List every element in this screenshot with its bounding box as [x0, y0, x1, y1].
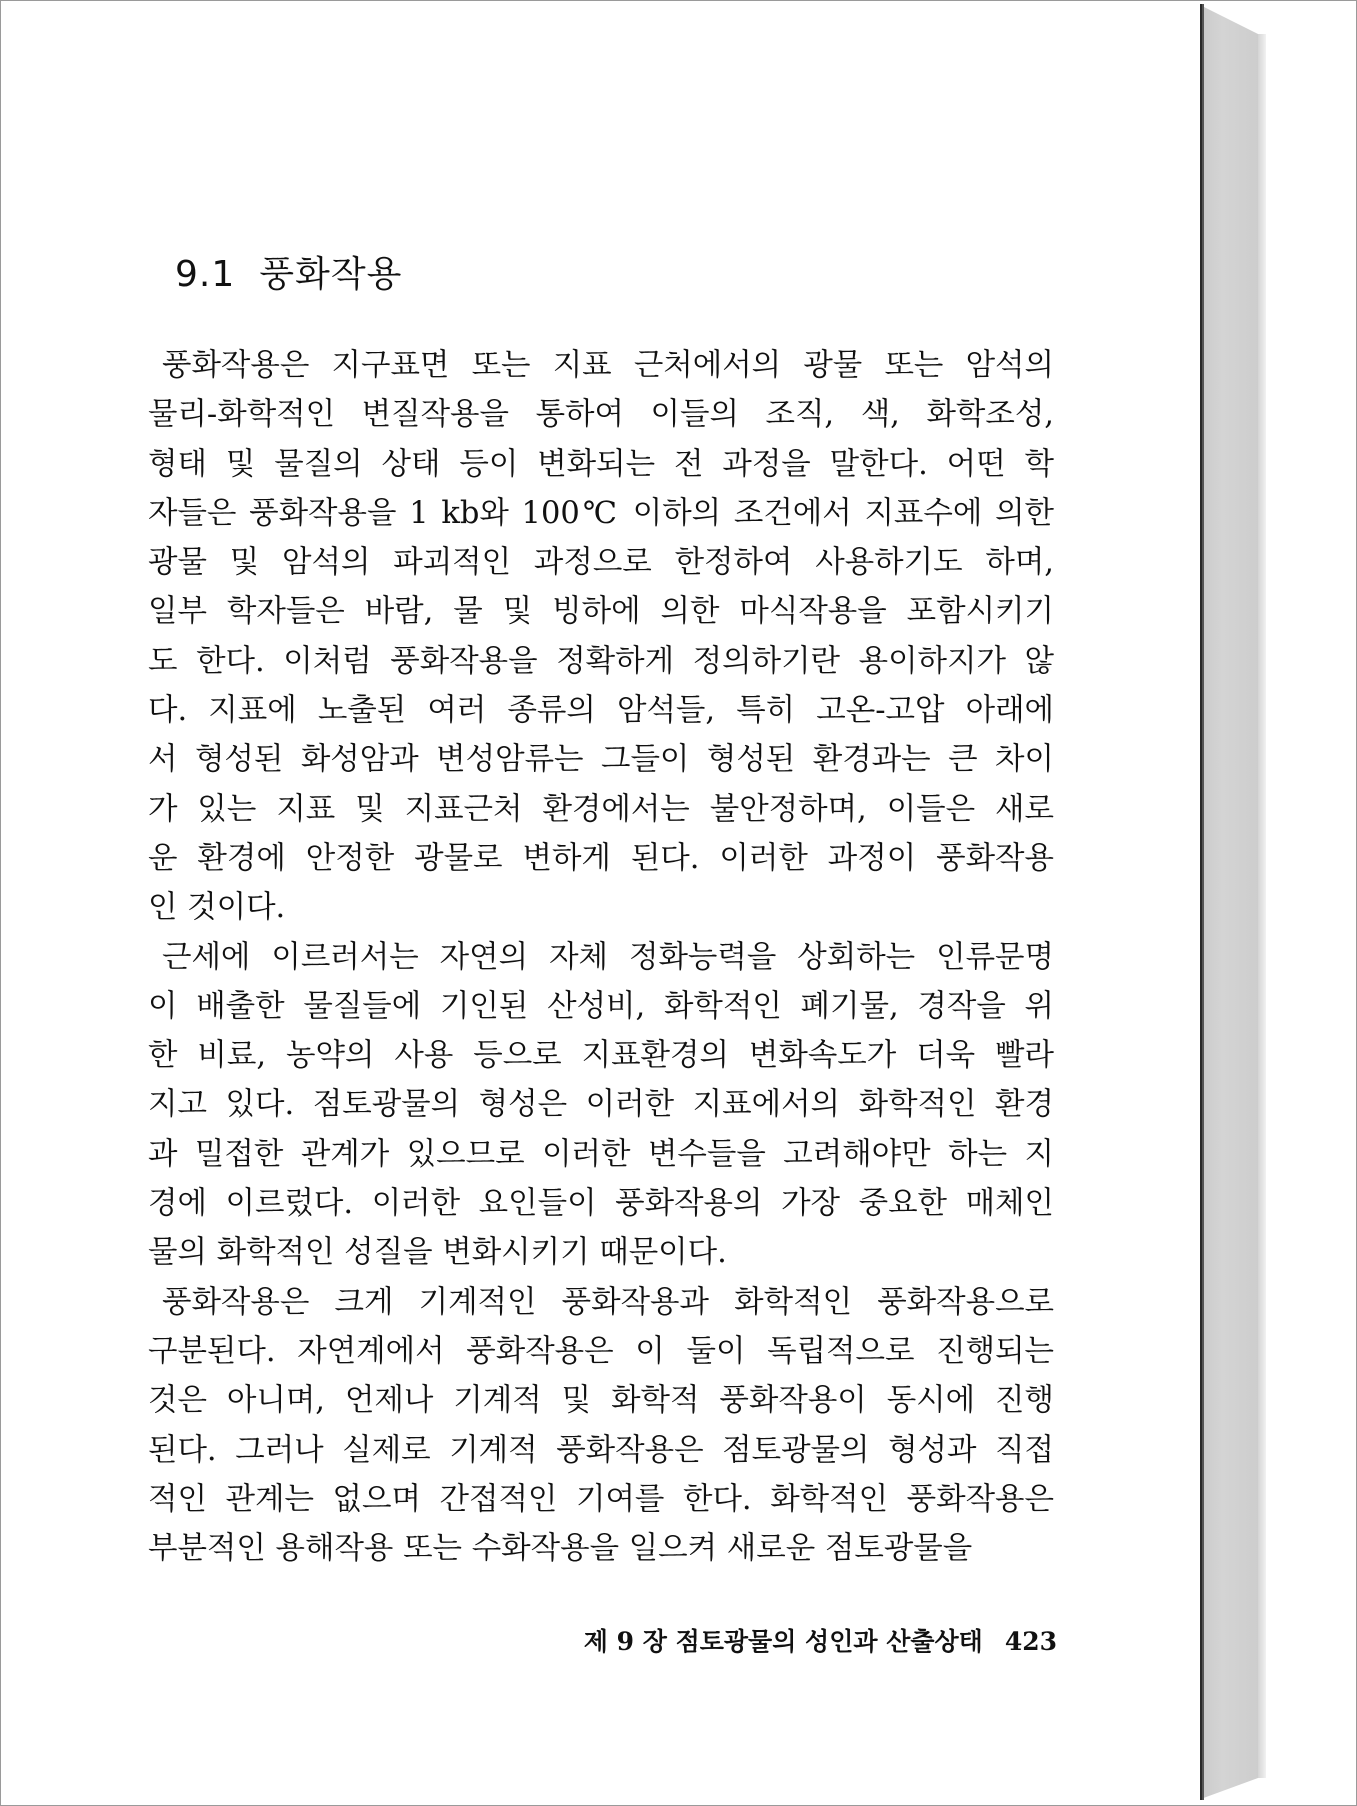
text-line: 부분적인 용해작용 또는 수화작용을 일으켜 새로운 점토광물을 [148, 1531, 973, 1567]
text-line: 구분된다. 자연계에서 풍화작용은 이 둘이 독립적으로 진행되는 [148, 1333, 1054, 1369]
text-line: 근세에 이르러서는 자연의 자체 정화능력을 상회하는 인류문명 [162, 939, 1054, 975]
body-text [148, 341, 1054, 1573]
text-line: 풍화작용은 지구표면 또는 지표 근처에서의 광물 또는 암석의 [162, 348, 1054, 383]
text-line: 일부 학자들은 바람, 물 및 빙하에 의한 마식작용을 포함시키기 [148, 594, 1054, 630]
text-line: 인 것이다. [148, 890, 286, 926]
text-line: 운 환경에 안정한 광물로 변하게 된다. 이러한 과정이 풍화작용 [148, 840, 1054, 876]
text-line: 물의 화학적인 성질을 변화시키기 때문이다. [148, 1235, 727, 1271]
text-line: 물리-화학적인 변질작용을 통하여 이들의 조직, 색, 화학조성, [148, 397, 1054, 433]
text-line: 풍화작용은 크게 기계적인 풍화작용과 화학적인 풍화작용으로 [162, 1284, 1054, 1320]
text-line: 다. 지표에 노출된 여러 종류의 암석들, 특히 고온-고압 아래에 [148, 693, 1054, 729]
page-number: 423 [1004, 1627, 1057, 1656]
chapter-title: 제 9 장 점토광물의 성인과 산출상태 [583, 1627, 983, 1656]
text-line: 도 한다. 이처럼 풍화작용을 정확하게 정의하기란 용이하지가 않 [148, 643, 1054, 679]
text-line: 된다. 그러나 실제로 기계적 풍화작용은 점토광물의 형성과 직접 [148, 1432, 1054, 1468]
book-spine [1198, 4, 1258, 1800]
text-line: 경에 이르렀다. 이러한 요인들이 풍화작용의 가장 중요한 매체인 [148, 1186, 1054, 1222]
text-line: 한 비료, 농약의 사용 등으로 지표환경의 변화속도가 더욱 빨라 [148, 1038, 1054, 1074]
text-line: 적인 관계는 없으며 간접적인 기여를 한다. 화학적인 풍화작용은 [148, 1481, 1054, 1517]
text-line: 자들은 풍화작용을 1 kb와 100℃ 이하의 조건에서 지표수에 의한 [148, 495, 1054, 531]
text-line: 광물 및 암석의 파괴적인 과정으로 한정하여 사용하기도 하며, [148, 545, 1054, 581]
text-line: 서 형성된 화성암과 변성암류는 그들이 형성된 환경과는 큰 차이 [148, 742, 1054, 778]
text-line: 과 밀접한 관계가 있으므로 이러한 변수들을 고려해야만 하는 지 [148, 1136, 1054, 1172]
book-spine-edge [1258, 34, 1266, 1778]
text-line: 형태 및 물질의 상태 등이 변화되는 전 과정을 말한다. 어떤 학 [148, 446, 1054, 482]
running-footer [584, 1622, 1057, 1658]
text-line: 지고 있다. 점토광물의 형성은 이러한 지표에서의 화학적인 환경 [148, 1087, 1054, 1123]
section-heading [175, 246, 402, 297]
text-line: 이 배출한 물질들에 기인된 산성비, 화학적인 폐기물, 경작을 위 [148, 988, 1054, 1024]
text-line: 가 있는 지표 및 지표근처 환경에서는 불안정하며, 이들은 새로 [148, 791, 1054, 827]
section-title: 풍화작용 [259, 254, 403, 295]
text-line: 것은 아니며, 언제나 기계적 및 화학적 풍화작용이 동시에 진행 [148, 1383, 1054, 1419]
section-number: 9.1 [175, 254, 236, 295]
